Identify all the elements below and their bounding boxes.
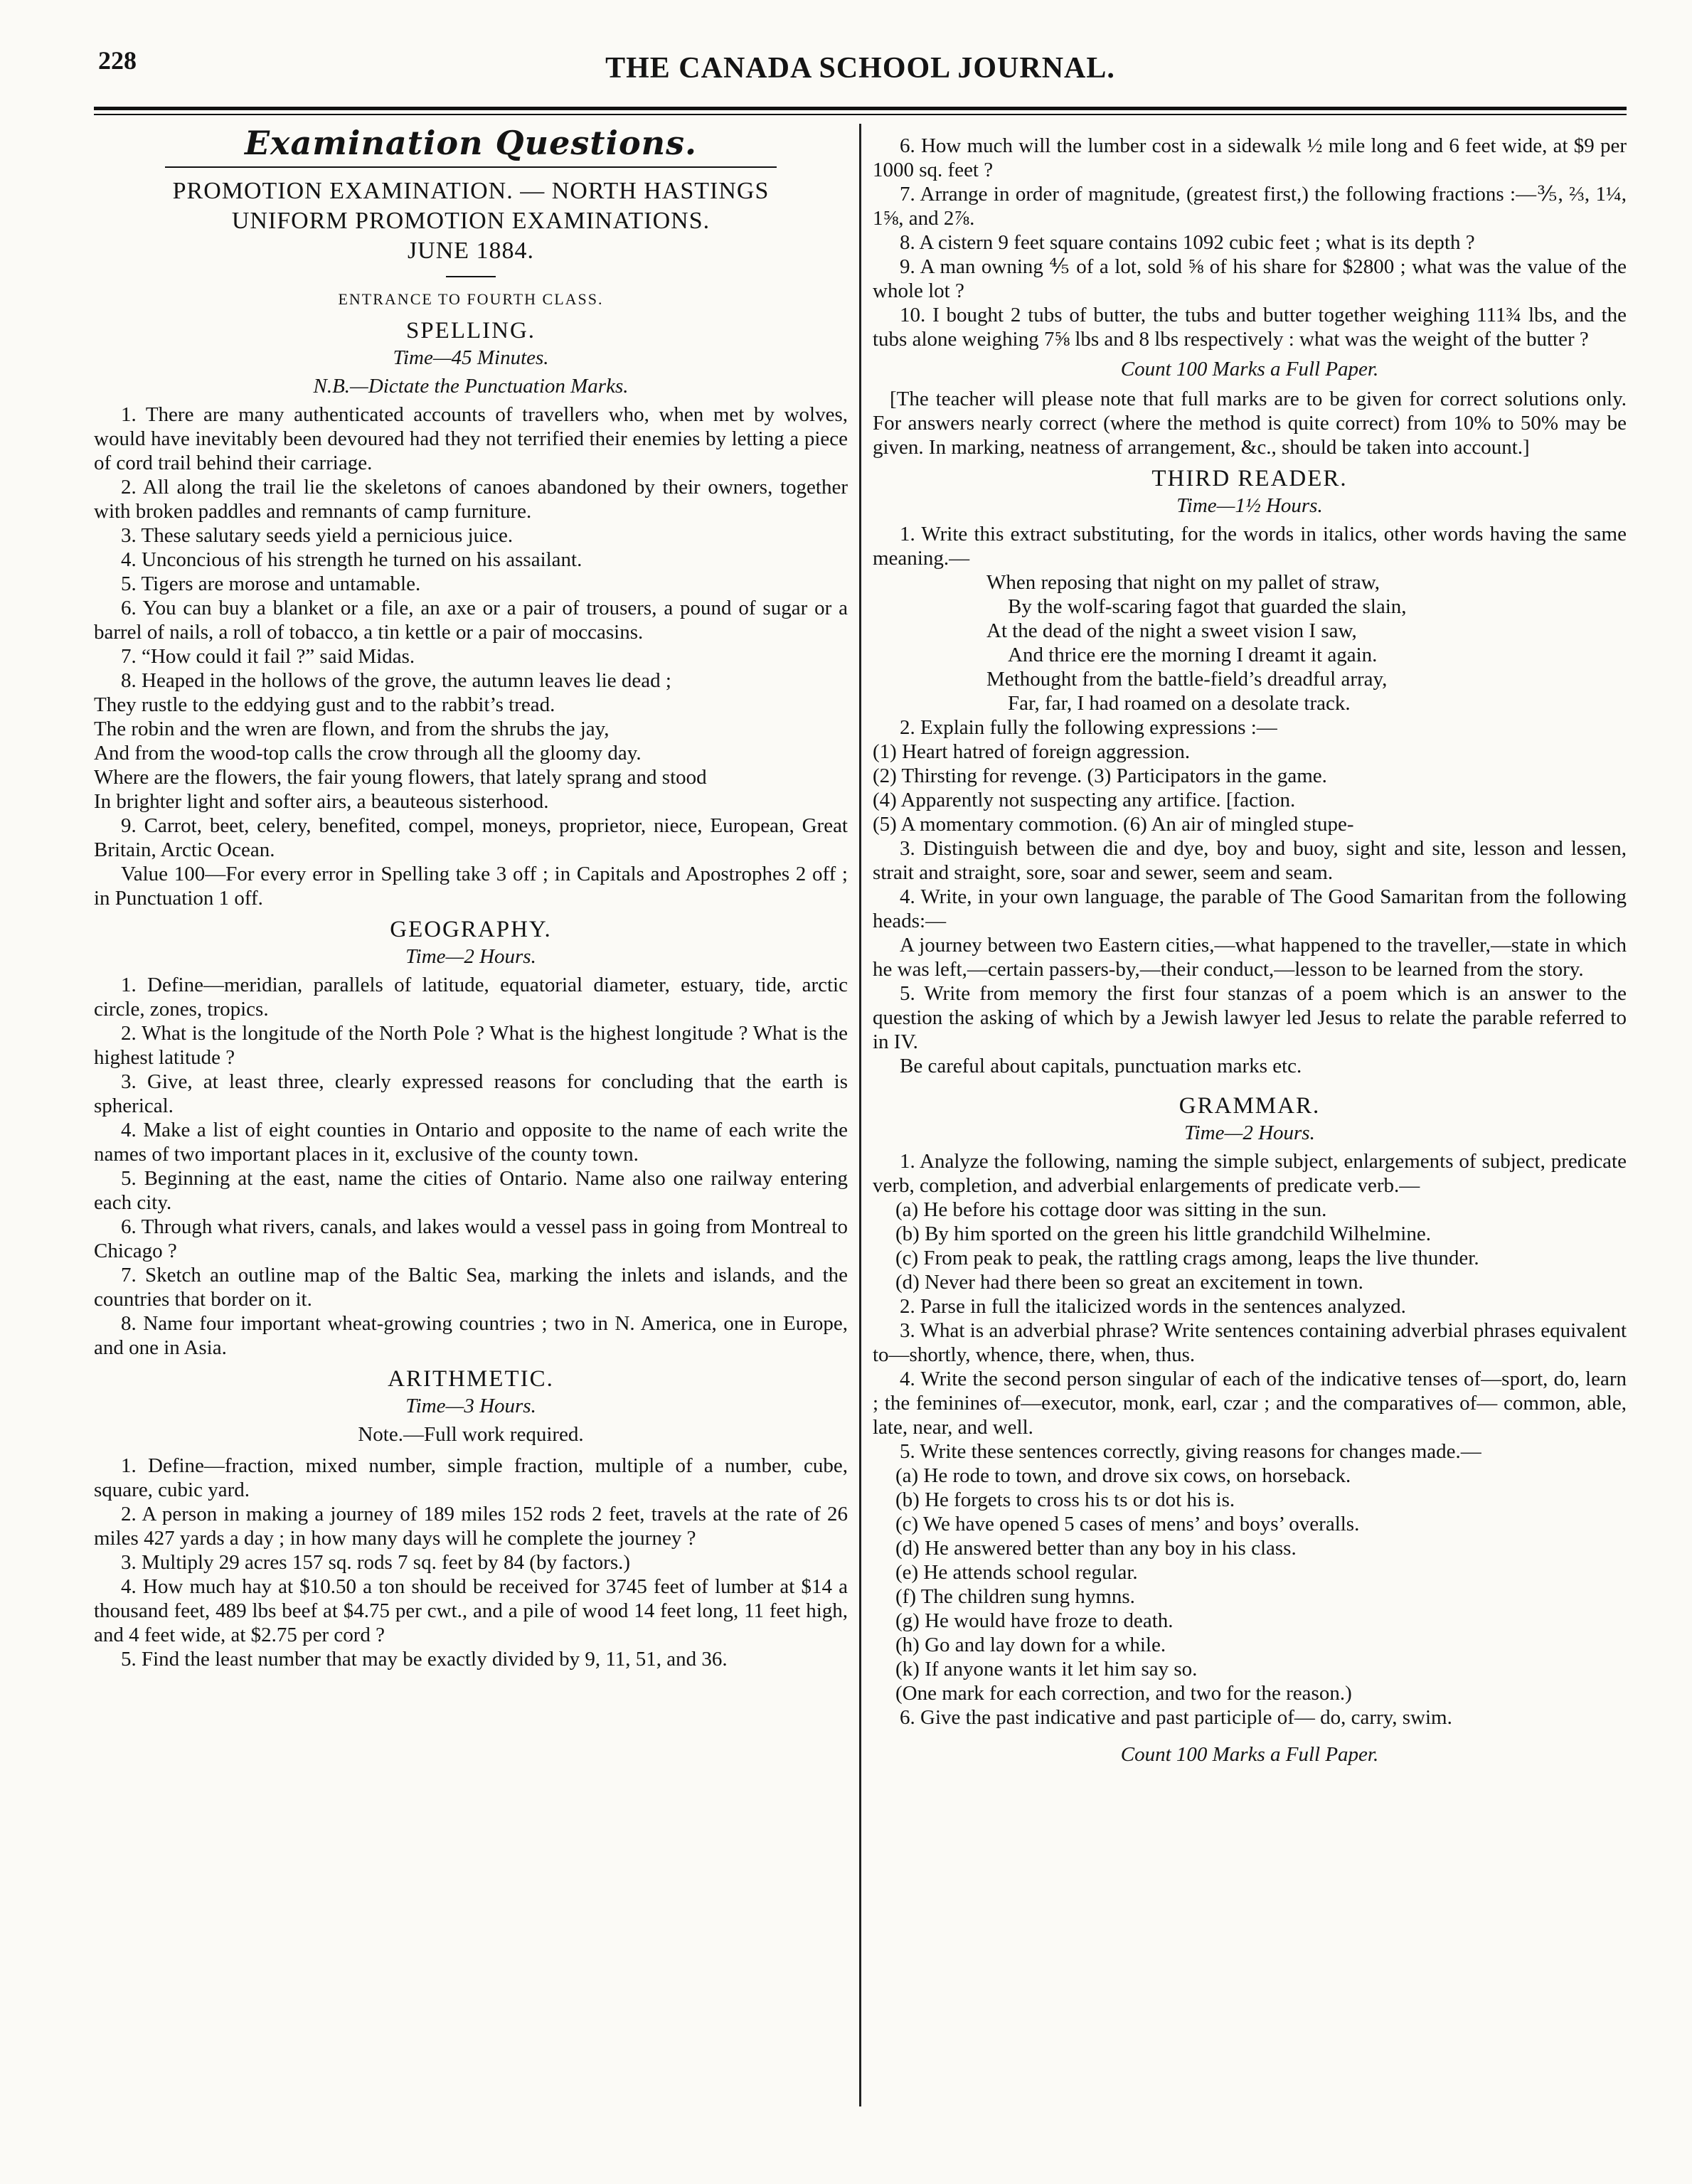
arithmetic-item: 7. Arrange in order of magnitude, (greatest first,) the following fractions :—⅗, ⅔, 1¼, 1⅝, and 2⅞. — [873, 183, 1627, 230]
poem-line: And thrice ere the morning I dreamt it again. — [1008, 644, 1378, 666]
expression-item: (4) Apparently not suspecting any artifice. [faction. — [873, 789, 1296, 811]
grammar-sub-item: (c) We have opened 5 cases of mens’ and boys’ overalls. — [895, 1513, 1360, 1535]
geography-item: 7. Sketch an outline map of the Baltic Sea, marking the inlets and islands, and the countries that border on it. — [94, 1264, 848, 1311]
header-rule — [94, 107, 1627, 110]
third-reader-heading: THIRD READER. — [1151, 466, 1348, 491]
arithmetic-item: 2. A person in making a journey of 189 miles 152 rods 2 feet, travels at the rate of 26 miles 427 yards a day ; in how many days will he complete the journey ? — [94, 1503, 848, 1550]
expression-item: (5) A momentary commotion. (6) An air of mingled stupe- — [873, 813, 1354, 836]
exam-title-line: UNIFORM PROMOTION EXAMINATIONS. — [231, 208, 711, 234]
poem-line: Far, far, I had roamed on a desolate track. — [1008, 692, 1351, 715]
teacher-note: [The teacher will please note that full marks are to be given for correct solutions only. For answers nearly correct (where the method is quite correct) from 10% to 50% may be given. In marking, neatness of arrangement, &c., should be taken into account.] — [873, 388, 1627, 459]
spelling-item: 3. These salutary seeds yield a pernicious juice. — [121, 524, 514, 547]
expression-item: (1) Heart hatred of foreign aggression. — [873, 740, 1191, 763]
grammar-question: 5. Write these sentences correctly, giving reasons for changes made.— — [900, 1440, 1481, 1463]
spelling-item: 1. There are many authenticated accounts of travellers who, when met by wolves, would have inevitably been devoured had they not terrified their enemies by letting a piece of cord trail behind their carriage. — [94, 403, 848, 474]
verse-line: Where are the flowers, the fair young flowers, that lately sprang and stood — [94, 766, 707, 789]
right-column — [861, 115, 1627, 2106]
grammar-count: Count 100 Marks a Full Paper. — [1120, 1743, 1379, 1766]
grammar-sub-item: (d) He answered better than any boy in his class. — [895, 1537, 1297, 1560]
spelling-item: 8. Heaped in the hollows of the grove, the autumn leaves lie dead ; — [121, 669, 671, 692]
spelling-value: Value 100—For every error in Spelling take 3 off ; in Capitals and Apostrophes 2 off ; in Punctuation 1 off. — [94, 863, 848, 910]
grammar-question: 2. Parse in full the italicized words in the sentences analyzed. — [900, 1295, 1406, 1318]
department-rule — [165, 166, 777, 168]
reader-question: 3. Distinguish between die and dye, boy and buoy, sight and site, lesson and lessen, strait and straight, sore, soar and sewer, seem and seam. — [873, 837, 1627, 884]
verse-line: They rustle to the eddying gust and to the rabbit’s tread. — [94, 693, 555, 716]
exam-title-line: JUNE 1884. — [407, 238, 535, 264]
geography-item: 8. Name four important wheat-growing countries ; two in N. America, one in Europe, and one in Asia. — [94, 1312, 848, 1359]
reader-question: 1. Write this extract substituting, for the words in italics, other words having the same meaning.— — [873, 523, 1627, 570]
reader-careful: Be careful about capitals, punctuation marks etc. — [900, 1055, 1302, 1077]
arithmetic-item: 9. A man owning ⅘ of a lot, sold ⅝ of his share for $2800 ; what was the value of the whole lot ? — [873, 255, 1627, 302]
geography-heading: GEOGRAPHY. — [390, 917, 552, 942]
grammar-sub-item: (g) He would have froze to death. — [895, 1609, 1174, 1632]
arithmetic-item: 1. Define—fraction, mixed number, simple fraction, multiple of a number, cube, square, cubic yard. — [94, 1454, 848, 1501]
poem-line: When reposing that night on my pallet of straw, — [986, 571, 1380, 594]
grammar-heading: GRAMMAR. — [1178, 1093, 1321, 1119]
spelling-item: 7. “How could it fail ?” said Midas. — [121, 645, 415, 668]
arithmetic-count: Count 100 Marks a Full Paper. — [1120, 358, 1379, 380]
reader-question: 4. Write, in your own language, the parable of The Good Samaritan from the following heads:— — [873, 885, 1627, 932]
spelling-item: 6. You can buy a blanket or a file, an axe or a pair of trousers, a pound of sugar or a barrel of nails, a roll of tobacco, a tin kettle or a pair of moccasins. — [94, 597, 848, 644]
arithmetic-time: Time—3 Hours. — [405, 1395, 536, 1417]
exam-title — [94, 176, 848, 266]
poem-line: Methought from the battle-field’s dreadful array, — [986, 668, 1388, 691]
poem-line: By the wolf-scaring fagot that guarded the slain, — [1008, 595, 1407, 618]
arithmetic-item: 3. Multiply 29 acres 157 sq. rods 7 sq. feet by 84 (by factors.) — [121, 1551, 631, 1574]
arithmetic-item: 4. How much hay at $10.50 a ton should be received for 3745 feet of lumber at $14 a thousand feet, 489 lbs beef at $4.75 per cwt., and a pile of wood 14 feet long, 11 feet high, and 4 feet wide, at $2.75 per cord ? — [94, 1575, 848, 1646]
grammar-sub-item: (e) He attends school regular. — [895, 1561, 1138, 1584]
spelling-item: 4. Unconcious of his strength he turned on his assailant. — [121, 548, 582, 571]
arithmetic-item: 5. Find the least number that may be exactly divided by 9, 11, 51, and 36. — [121, 1648, 728, 1671]
left-column — [94, 115, 859, 2106]
spelling-time: Time—45 Minutes. — [393, 346, 549, 369]
arithmetic-item: 10. I bought 2 tubs of butter, the tubs and butter together weighing 111¾ lbs, and the tubs alone weighing 7⅝ lbs and 8 lbs respectively : what was the weight of the butter ? — [873, 304, 1627, 351]
grammar-sub-item: (h) Go and lay down for a while. — [895, 1634, 1166, 1656]
geography-item: 6. Through what rivers, canals, and lakes would a vessel pass in going from Montreal to Chicago ? — [94, 1215, 848, 1262]
grammar-sub-item: (b) He forgets to cross his ts or dot his is. — [895, 1488, 1235, 1511]
expression-item: (2) Thirsting for revenge. (3) Participators in the game. — [873, 765, 1327, 787]
page-number: 228 — [98, 46, 137, 75]
geography-item: 2. What is the longitude of the North Pole ? What is the highest longitude ? What is the highest latitude ? — [94, 1022, 848, 1069]
reader-question: 5. Write from memory the first four stanzas of a poem which is an answer to the question the asking of which by a Jewish lawyer led Jesus to relate the parable referred to in IV. — [873, 982, 1627, 1053]
department-heading: Examination Questions. — [245, 124, 697, 162]
spelling-item: 5. Tigers are morose and untamable. — [121, 572, 421, 595]
verse-line: In brighter light and softer airs, a beauteous sisterhood. — [94, 790, 549, 813]
arithmetic-item: 8. A cistern 9 feet square contains 1092 cubic feet ; what is its depth ? — [900, 231, 1475, 254]
geography-item: 5. Beginning at the east, name the cities of Ontario. Name also one railway entering each city. — [94, 1167, 848, 1214]
geography-item: 1. Define—meridian, parallels of latitude, equatorial diameter, estuary, tide, arctic circle, zones, tropics. — [94, 974, 848, 1021]
grammar-time: Time—2 Hours. — [1184, 1122, 1315, 1144]
grammar-sub-item: (b) By him sported on the green his little grandchild Wilhelmine. — [895, 1222, 1431, 1245]
verse-line: And from the wood-top calls the crow through all the gloomy day. — [94, 742, 642, 765]
grammar-sub-item: (a) He rode to town, and drove six cows, on horseback. — [895, 1464, 1351, 1487]
short-rule — [446, 276, 496, 277]
grammar-sub-item: (k) If anyone wants it let him say so. — [895, 1658, 1198, 1680]
geography-item: 3. Give, at least three, clearly expressed reasons for concluding that the earth is spherical. — [94, 1070, 848, 1117]
geography-item: 4. Make a list of eight counties in Ontario and opposite to the name of each write the names of two important places in it, exclusive of the county town. — [94, 1119, 848, 1166]
grammar-sub-item: (a) He before his cottage door was sitting in the sun. — [895, 1198, 1327, 1221]
geography-time: Time—2 Hours. — [405, 945, 536, 968]
arithmetic-item: 6. How much will the lumber cost in a sidewalk ½ mile long and 6 feet wide, at $9 per 1000 sq. feet ? — [873, 134, 1627, 181]
grammar-sub-item: (f) The children sung hymns. — [895, 1585, 1135, 1608]
spelling-item: 2. All along the trail lie the skeletons of canoes abandoned by their owners, together with broken paddles and remnants of camp furniture. — [94, 476, 848, 523]
verse-line: The robin and the wren are flown, and from the shrubs the jay, — [94, 718, 610, 740]
class-heading: ENTRANCE TO FOURTH CLASS. — [338, 290, 604, 308]
arithmetic-note: Note.—Full work required. — [358, 1423, 584, 1446]
grammar-sub-item: (c) From peak to peak, the rattling crags among, leaps the live thunder. — [895, 1247, 1479, 1269]
spelling-heading: SPELLING. — [405, 318, 536, 343]
grammar-correction-note: (One mark for each correction, and two for the reason.) — [895, 1682, 1352, 1705]
reader-heads: A journey between two Eastern cities,—what happened to the traveller,—state in which he was left,—certain passers-by,—their conduct,—lesson to be learned from the story. — [873, 934, 1627, 981]
third-reader-time: Time—1½ Hours. — [1176, 494, 1323, 517]
arithmetic-heading: ARITHMETIC. — [388, 1366, 554, 1392]
page-header — [94, 43, 1627, 95]
journal-title: THE CANADA SCHOOL JOURNAL. — [605, 52, 1115, 85]
grammar-question: 4. Write the second person singular of each of the indicative tenses of—sport, do, learn ; the feminines of—executor, monk, earl, czar ; and the comparatives of— common, able, late, near, and well. — [873, 1368, 1627, 1439]
spelling-note: N.B.—Dictate the Punctuation Marks. — [313, 375, 629, 398]
reader-question: 2. Explain fully the following expressions :— — [900, 716, 1277, 739]
grammar-question: 6. Give the past indicative and past participle of— do, carry, swim. — [900, 1706, 1452, 1729]
grammar-question: 3. What is an adverbial phrase? Write sentences containing adverbial phrases equivalent to—shortly, whence, there, when, thus. — [873, 1319, 1627, 1366]
two-column-body — [94, 115, 1627, 2106]
grammar-sub-item: (d) Never had there been so great an excitement in town. — [895, 1271, 1363, 1294]
exam-title-line: PROMOTION EXAMINATION. — NORTH HASTINGS — [172, 178, 770, 204]
grammar-question: 1. Analyze the following, naming the simple subject, enlargements of subject, predicate verb, completion, and adverbial enlargements of predicate verb.— — [873, 1150, 1627, 1197]
poem-line: At the dead of the night a sweet vision I saw, — [986, 619, 1357, 642]
spelling-item: 9. Carrot, beet, celery, benefited, compel, moneys, proprietor, niece, European, Great Britain, Arctic Ocean. — [94, 814, 848, 861]
